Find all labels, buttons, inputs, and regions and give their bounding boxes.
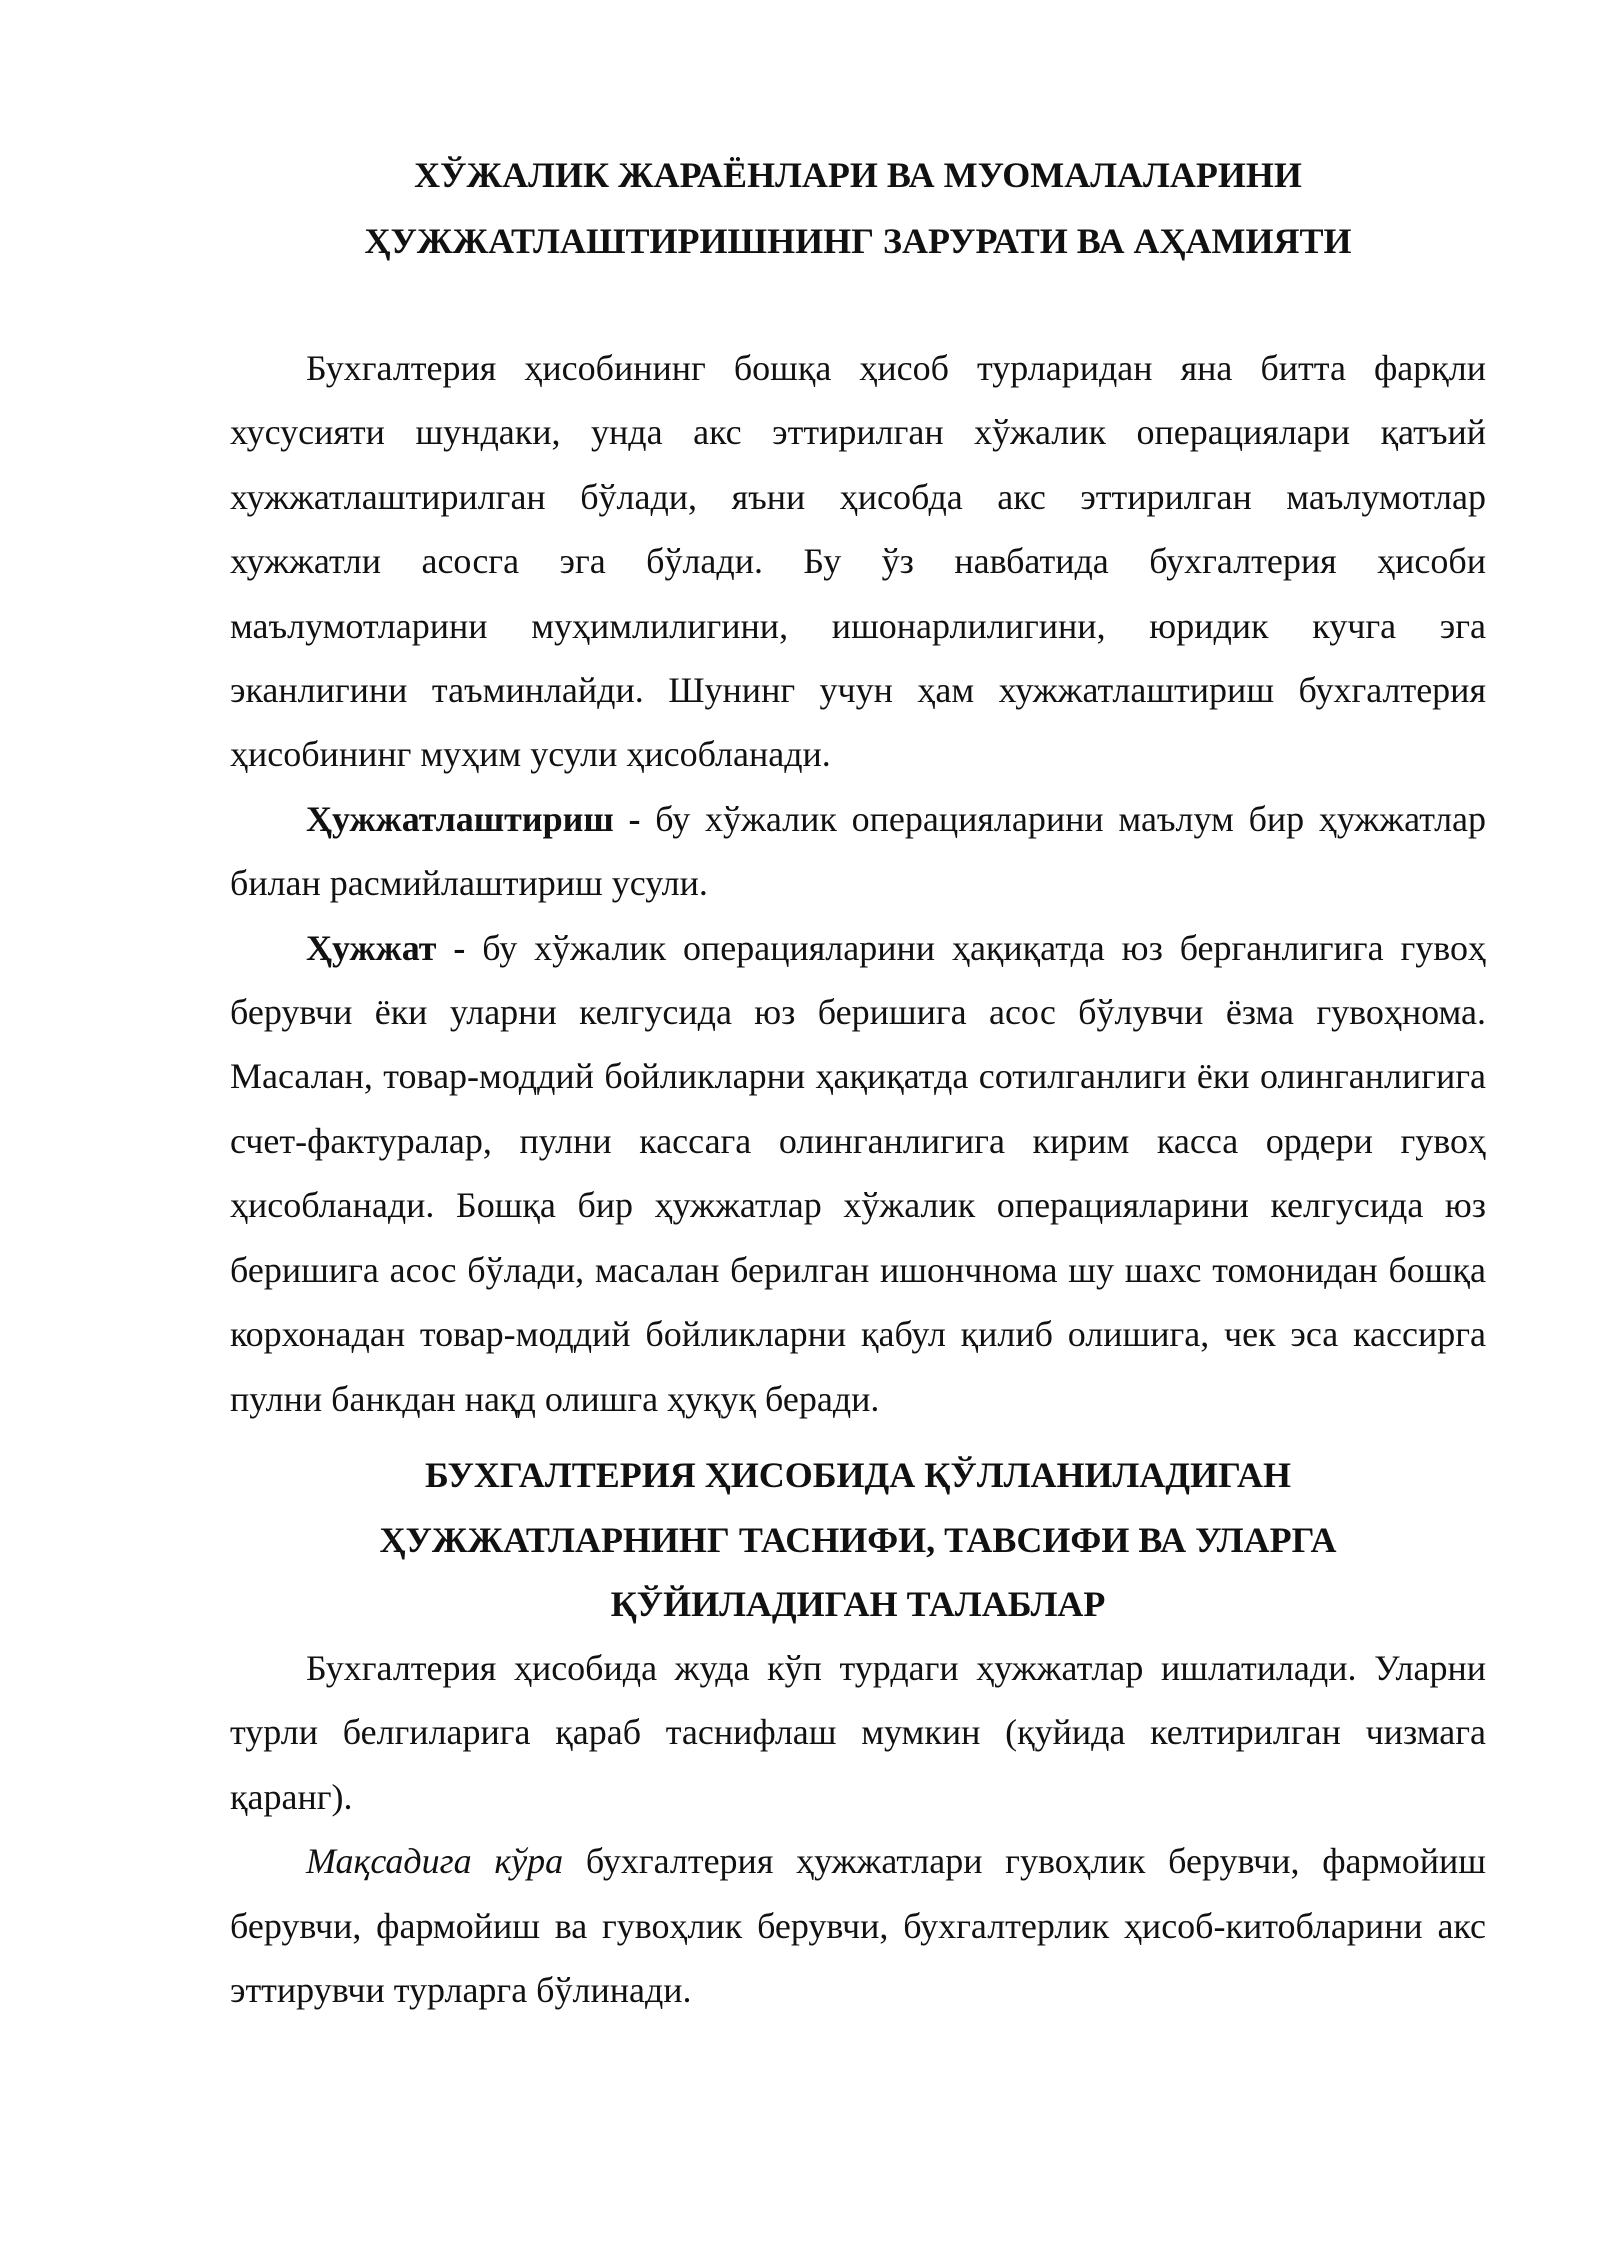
section-2-title-line-2: ҲУЖЖАТЛАРНИНГ ТАСНИФИ, ТАВСИФИ ВА УЛАРГА [379,1519,1337,1560]
section-2-body [230,1636,1486,2022]
page-title-line-2: ҲУЖЖАТЛАШТИРИШНИНГ ЗАРУРАТИ ВА АҲАМИЯТИ [364,221,1352,261]
section-2-title [230,1443,1486,1637]
term-by-purpose: Мақсадига кўра [306,1841,564,1882]
section-2-title-line-3: ҚЎЙИЛАДИГАН ТАЛАБЛАР [610,1584,1106,1624]
paragraph-3-text: бу хўжалик операцияларини ҳақиқатда юз берганлигига гувоҳ берувчи ёки уларни келгусида юз беришига асос бўлувчи ёзма гувоҳнома. Масалан, товар-моддий бойликларни ҳақиқатда сотилганлиги ёки олинганлигига счет-фактуралар, пулни кассага олинганлигига кирим касса ордери гувоҳ ҳисобланади. Бошқа бир ҳужжатлар хўжалик операцияларини келгусида юз беришига асос бўлади, масалан берилган ишончнома шу шахс томонидан бошқа корхонадан товар-моддий бойликларни қабул қилиб олишига, чек эса кассирга пулни банкдан нақд олишга ҳуқуқ беради. [230,927,1486,1419]
paragraph-3 [230,916,1486,1431]
paragraph-1: Бухгалтерия ҳисобининг бошқа ҳисоб турларидан яна битта фарқли хусусияти шундаки, унда акс эттирилган хўжалик операциялари қатъий хужжатлаштирилган бўлади, яъни ҳисобда акс эттирилган маълумотлар хужжатли асосга эга бўлади. Бу ўз навбатида бухгалтерия ҳисоби маълумотларини муҳимлилигини, ишонарлилигини, юридик кучга эга эканлигини таъминлайди. Шунинг учун ҳам хужжатлаштириш бухгалтерия ҳисобининг муҳим усули ҳисобланади. [230,348,1486,775]
term-document: Ҳужжат - [306,927,466,968]
page-title [230,142,1486,274]
section-2-paragraph-2 [230,1829,1486,2022]
paragraph-2 [230,787,1486,916]
page-title-line-1: ХЎЖАЛИК ЖАРАЁНЛАРИ ВА МУОМАЛАЛАРИНИ [414,155,1302,195]
section-1-body [230,336,1486,1431]
section-2-paragraph-1: Бухгалтерия ҳисобида жуда кўп турдаги ҳужжатлар ишлатилади. Уларни турли белгиларига қараб таснифлаш мумкин (қуйида келтирилган чизмага қаранг). [230,1648,1486,1817]
term-documentation: Ҳужжатлаштириш - [306,798,641,839]
section-2-title-line-1: БУХГАЛТЕРИЯ ҲИСОБИДА ҚЎЛЛАНИЛАДИГАН [424,1455,1292,1495]
paragraph-2-text: бу хўжалик операцияларини маълум бир ҳужжатлар билан расмийлаштириш усули. [230,798,1487,904]
section-2-paragraph-2-text: бухгалтерия ҳужжатлари гувоҳлик берувчи, фармойиш берувчи, фармойиш ва гувоҳлик берувчи, бухгалтерлик ҳисоб-китобларини акс эттирувчи турларга бўлинади. [230,1841,1486,2011]
